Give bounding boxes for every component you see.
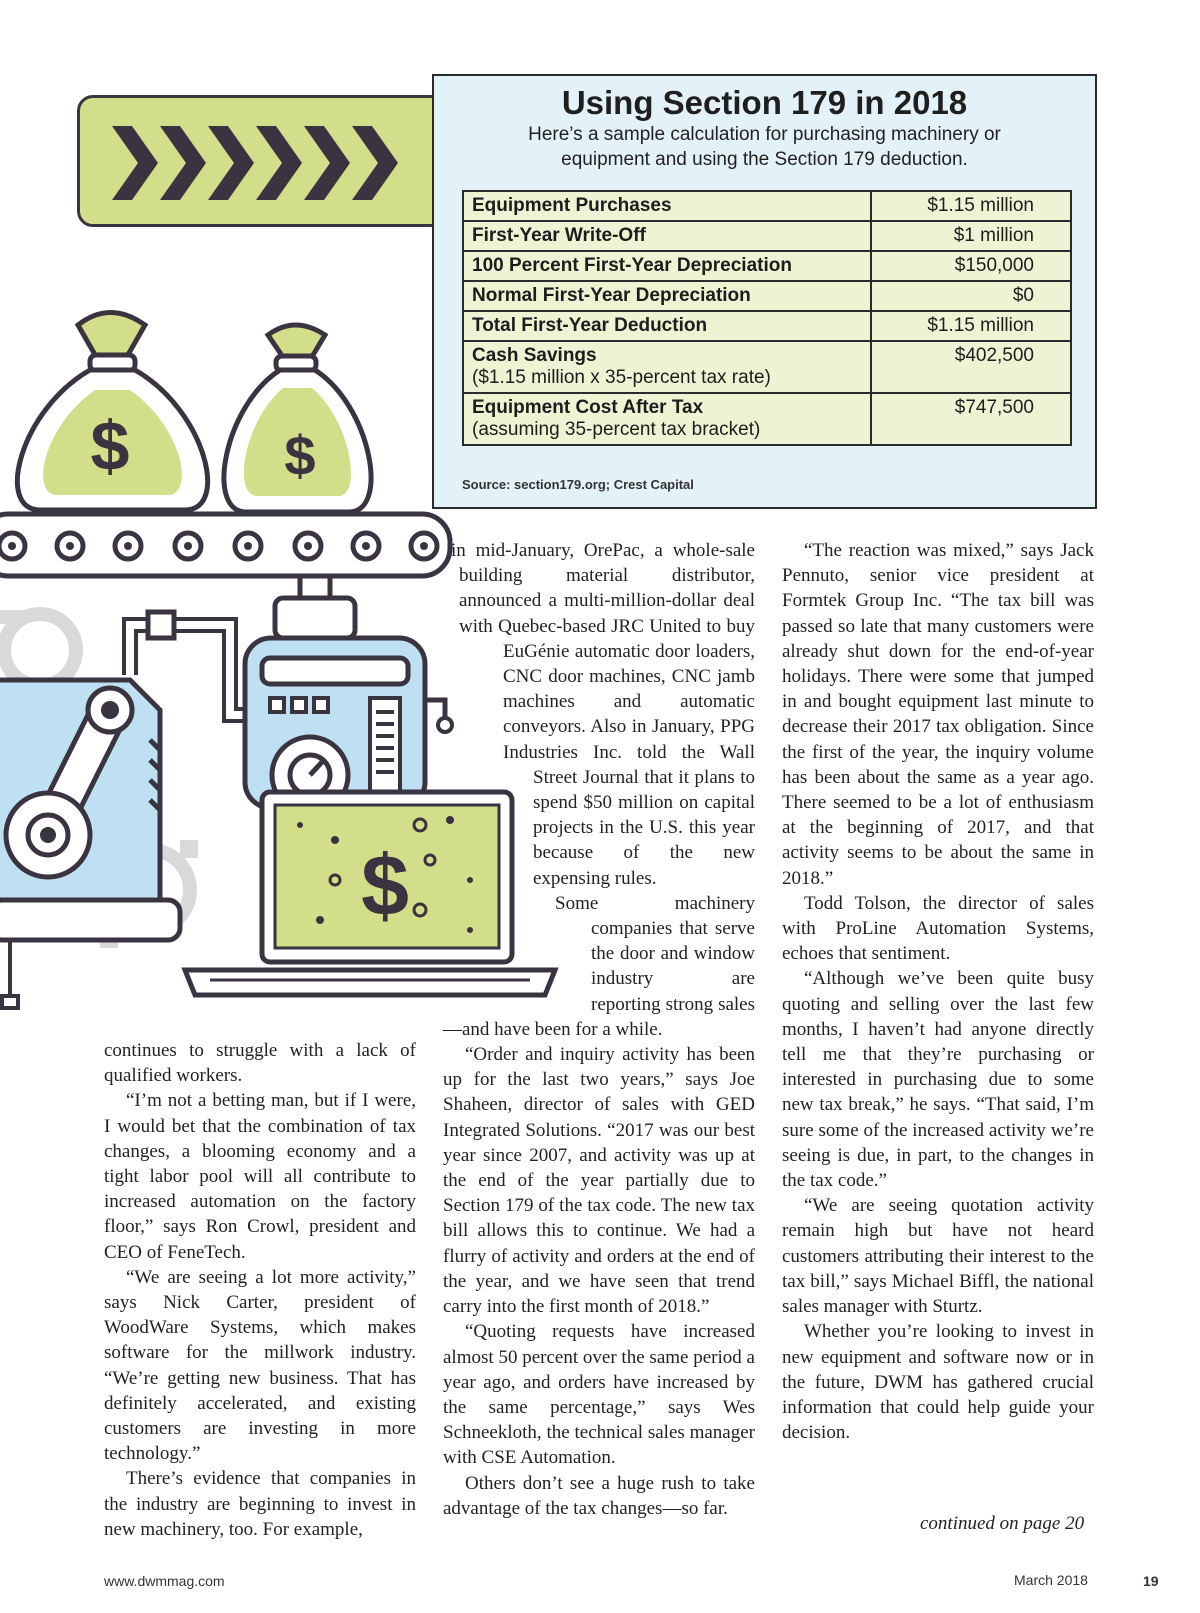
sidebar-title: Using Section 179 in 2018 [561,84,968,121]
table-row [463,341,1071,393]
table-row [463,191,1071,221]
svg-text:$: $ [90,407,130,485]
row-label-text: Equipment Cost After Tax [472,397,704,418]
table-row [463,393,1071,445]
chevrons-icon [110,118,410,208]
paragraph: “Order and inquiry activity has been up for the last two years,” says Joe Shaheen, director of sales with GED Integrated Solutions. “2017 was our best year since 2007, and activity was up at the end of the year partially due to Section 179 of the tax code. The new tax bill allows this to continue. We had a flurry of activity and orders at the end of the year, and we have seen that trend carry into the first month of 2018.” [443,1044,755,1318]
svg-text:$: $ [361,838,409,934]
row-label [463,393,871,445]
row-label-text: Cash Savings [472,345,597,366]
row-label [463,311,871,341]
paragraph: Whether you’re looking to invest in new equipment and software now or in the future, DWM has gathered crucial information that could help guide your decision. [782,1321,1094,1444]
footer-url: www.dwmmag.com [104,1573,225,1589]
conveyor-belt-icon [0,514,450,576]
row-label [463,251,871,281]
footer-date: March 2018 [1014,1572,1088,1588]
article-column-1 [104,1038,416,1542]
paragraph: “Although we’ve been quite busy quoting and selling over the last few months, I haven’t had anyone directly tell me that they’re purchasing or interested in purchasing due to some new tax break,” he says. “That said, I’m sure some of the increased activity we’re seeing is due, in part, to the changes in the tax code.” [782,968,1094,1192]
row-value: $150,000 [871,251,1071,281]
row-value: $1.15 million [871,311,1071,341]
paragraph: Others don’t see a huge rush to take advantage of the tax changes—so far. [443,1472,755,1519]
row-value: $1 million [871,221,1071,251]
svg-text:$: $ [284,424,316,487]
row-note: ($1.15 million x 35-percent tax rate) [472,367,771,388]
table-row [463,221,1071,251]
machine-icon [0,680,180,1008]
paragraph: Todd Tolson, the director of sales with ProLine Automation Systems, echoes that sentiment. [782,892,1094,965]
machine-icon [245,576,452,813]
paragraph: in mid-January, OrePac, a whole-sale building material distributor, announced a multi-million-dollar deal with Quebec-based JRC United to buy EuGénie automatic door loaders, CNC door machines, CNC jamb machines and automatic conveyors. Also in January, PPG Industries Inc. told the Wall Street Journal that it plans to spend $50 million on capital projects in the U.S. this year because of the new expensing rules. [451,540,755,889]
paragraph: There’s evidence that companies in the industry are beginning to invest in new machinery, too. For example, [104,1468,416,1540]
sidebar-subtitle: Here’s a sample calculation for purchasing machinery or [528,124,1001,145]
paragraph: “We are seeing quotation activity remain high but have not heard customers attributing their interest to the tax bill,” says Michael Biffl, the national sales manager with Sturtz. [782,1195,1094,1318]
paragraph: “Quoting requests have increased almost 50 percent over the same period a year ago, and orders have increased by the same percentage,” says Wes Schneekloth, the technical sales manager with CSE Automation. [443,1321,755,1469]
row-label-text: Equipment Purchases [472,195,672,216]
row-label [463,281,871,311]
row-value: $402,500 [871,341,1071,393]
money-bag-icon [224,325,371,512]
page-number: 19 [1143,1573,1159,1589]
article-column-3 [782,538,1094,1445]
row-label-text: Total First-Year Deduction [472,315,708,336]
row-label [463,341,871,393]
row-label [463,221,871,251]
row-label-text: 100 Percent First-Year Depreciation [472,255,792,276]
row-label-text: Normal First-Year Depreciation [472,285,751,306]
paragraph: continues to struggle with a lack of qualified workers. [104,1040,416,1087]
row-value: $0 [871,281,1071,311]
sidebar-source: Source: section179.org; Crest Capital [462,477,694,492]
row-label [463,191,871,221]
paragraph: “The reaction was mixed,” says Jack Pennuto, senior vice president at Formtek Group Inc. “The tax bill was passed so late that many customers were already shut down for the end-of-year holidays. There were some that jumped in and bought equipment last minute to decrease their 2017 tax obligation. Since the first of the year, the inquiry volume has been about the same as a year ago. There seemed to be a lot of enthusiasm at the beginning of 2017, and that activity seems to be about the same in 2018.” [782,540,1094,889]
paragraph: Some machinery companies that serve the door and window industry are reporting strong sales—and have been for a while. [443,892,755,1040]
continued-note: continued on page 20 [920,1513,1085,1534]
table-row [463,251,1071,281]
paragraph: “We are seeing a lot more activity,” says Nick Carter, president of WoodWare Systems, which makes software for the millwork industry. “We’re getting new business. That has definitely accelerated, and existing customers are investing in more technology.” [104,1266,416,1465]
paragraph: “I’m not a betting man, but if I were, I would bet that the combination of tax changes, a blooming economy and a tight labor pool will all contribute to increased automation on the factory floor,” says Ron Crowl, president and CEO of FeneTech. [104,1090,416,1263]
row-label-text: First-Year Write-Off [472,225,646,246]
article-column-2 [443,538,755,1521]
row-value: $1.15 million [871,191,1071,221]
money-bag-icon [17,313,207,511]
table-row [463,311,1071,341]
row-value: $747,500 [871,393,1071,445]
sidebar-subtitle: equipment and using the Section 179 deduction. [561,149,968,170]
row-note: (assuming 35-percent tax bracket) [472,419,761,440]
section-179-table [462,190,1072,446]
table-row [463,281,1071,311]
